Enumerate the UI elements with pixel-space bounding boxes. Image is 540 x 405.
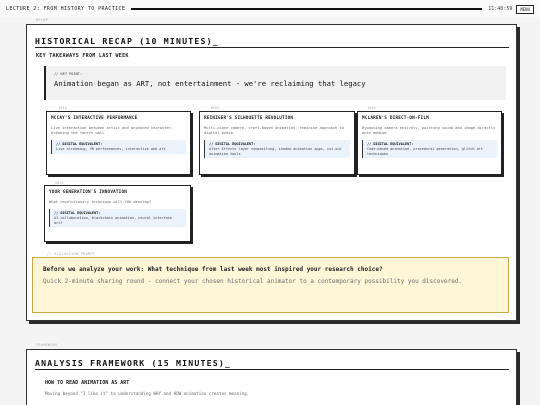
lecture-title: LECTURE 2: FROM HISTORY TO PRACTICE [6,6,126,12]
key-point-text: Animation began as ART, not entertainment - we're reclaiming that legacy [54,79,366,88]
pioneer-card-mccay [46,111,191,175]
pioneer-card-reiniger [199,111,355,175]
how-to-read-block [45,380,249,396]
era-label: 1914 [58,106,67,110]
key-point-box [44,66,506,100]
era-label: 2025 [55,181,64,185]
digital-equivalent-label: // DIGITAL EQUIVALENT: [54,211,101,215]
digital-equivalent-box [49,209,186,227]
digital-equivalent-text: After Effects layer compositing, shadow animation apps, cut-out animation tools [209,147,342,156]
header-rule [131,8,482,10]
analysis-title-rule [35,369,509,370]
pioneer-description: What revolutionary technique will YOU develop? [49,200,152,204]
key-point-label: // KEY POINT: [54,72,83,76]
how-to-read-text: Moving beyond "I like it" to understanding WHY and HOW animation creates meaning. [45,391,250,396]
recap-title: HISTORICAL RECAP (10 MINUTES)_ [35,36,219,46]
pioneer-description: Live interaction between artist and animated character, breaking the fourth wall [51,126,174,135]
pioneer-description: Multi-plane camera, craft-based animation, feminine approach to digital media [204,126,344,135]
pioneer-card-your-generation [44,185,191,242]
menu-button[interactable]: MENU [516,5,534,14]
digital-equivalent-box [204,140,350,158]
clock-readout: 11:40:59 [488,6,513,12]
pioneer-title: REINIGER'S SILHOUETTE REVOLUTION [204,116,294,121]
era-label: 1926 [210,106,219,110]
discussion-detail: Quick 2-minute sharing round - connect your chosen historical animator to a contemporary possibility you discovered. [43,278,463,285]
digital-equivalent-label: // DIGITAL EQUIVALENT: [56,142,103,146]
digital-equivalent-label: // DIGITAL EQUIVALENT: [367,142,414,146]
pioneer-title: MCCAY'S INTERACTIVE PERFORMANCE [51,116,138,121]
digital-equivalent-box [51,140,186,154]
takeaways-heading: KEY TAKEAWAYS FROM LAST WEEK [36,53,129,59]
recap-title-rule [35,47,509,48]
lecture-header [0,0,540,18]
era-label: 1940 [367,106,376,110]
key-takeaways [36,53,506,103]
digital-equivalent-label: // DIGITAL EQUIVALENT: [209,142,256,146]
how-to-read-heading: HOW TO READ ANIMATION AS ART [45,380,130,386]
digital-equivalent-box [362,140,497,158]
pioneer-title: YOUR GENERATION'S INNOVATION [49,190,128,195]
analysis-card [26,349,517,405]
framework-tag: FRAMEWORK [36,343,58,347]
recap-tag: RECAP [36,18,49,22]
pioneer-card-mclaren [357,111,502,175]
pioneer-description: Bypassing camera entirely, painting sound and image directly onto medium [362,126,496,135]
pioneer-title: MCLAREN'S DIRECT-ON-FILM [362,116,429,121]
digital-equivalent-text: Live streaming, VR performances, interactive web art [56,147,166,151]
digital-equivalent-text: Code-based animation, procedural generation, glitch art techniques [367,147,483,156]
discussion-question: Before we analyze your work: What technique from last week most inspired your research choice? [43,266,383,273]
digital-equivalent-text: AI collaboration, blockchain animation, neural interface art? [54,216,173,225]
analysis-title: ANALYSIS FRAMEWORK (15 MINUTES)_ [35,358,232,368]
discussion-tag: // DISCUSSION PROMPT [47,252,96,256]
discussion-prompt [32,257,509,313]
